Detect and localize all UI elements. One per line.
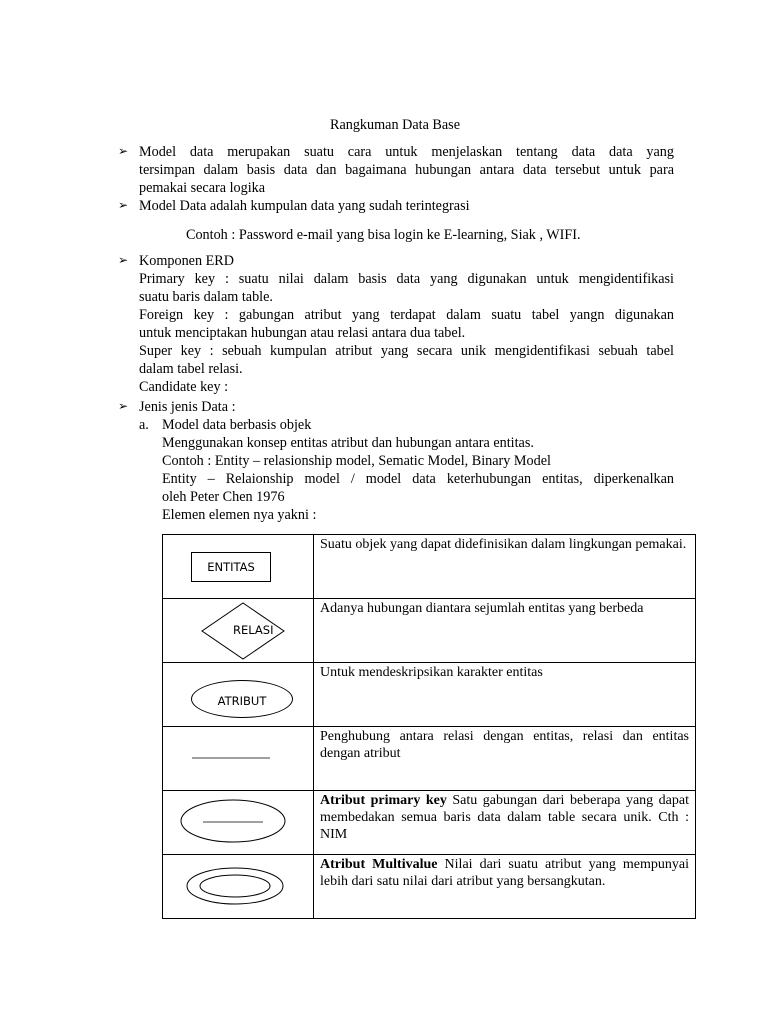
description-text: Satu gabungan dari beberapa yang dapat membedakan semua baris data dalam table secara unik. Cth : NIM bbox=[320, 793, 689, 842]
list-marker: a. bbox=[139, 417, 149, 433]
paragraph-line: Primary key : suatu nilai dalam basis data yang digunakan untuk mengidentifikasi bbox=[139, 271, 674, 287]
paragraph-line: Menggunakan konsep entitas atribut dan hubungan antara entitas. bbox=[162, 435, 534, 451]
paragraph-line: untuk menciptakan hubungan atau relasi antara dua tabel. bbox=[139, 325, 466, 341]
table-row bbox=[163, 535, 696, 599]
paragraph-line: Elemen elemen nya yakni : bbox=[162, 507, 317, 523]
table-row bbox=[163, 791, 696, 855]
relation-symbol-cell bbox=[163, 599, 314, 663]
paragraph-line: oleh Peter Chen 1976 bbox=[162, 489, 285, 505]
primary-key-oval-icon bbox=[163, 791, 313, 853]
description-text: Suatu objek yang dapat didefinisikan dalam lingkungan pemakai. bbox=[320, 537, 687, 552]
attribute-oval-icon bbox=[191, 680, 293, 718]
table-row bbox=[163, 663, 696, 727]
sub-heading: Model data berbasis objek bbox=[162, 417, 312, 433]
table-row bbox=[163, 599, 696, 663]
paragraph-line: Model Data adalah kumpulan data yang sudah terintegrasi bbox=[139, 198, 470, 214]
bullet-marker: ➢ bbox=[118, 253, 129, 267]
paragraph-line: tersimpan dalam basis data dan bagaimana hubungan antara data tersebut untuk para bbox=[139, 162, 674, 178]
description-cell bbox=[314, 855, 696, 919]
multivalue-double-oval-icon bbox=[163, 855, 313, 917]
paragraph-line: Entity – Relaionship model / model data keterhubungan entitas, diperkenalkan bbox=[162, 471, 674, 487]
description-text: Untuk mendeskripsikan karakter entitas bbox=[320, 665, 543, 680]
multivalue-symbol-cell bbox=[163, 855, 314, 919]
relation-label: RELASI bbox=[233, 623, 274, 637]
connector-line-icon bbox=[163, 727, 313, 789]
attribute-symbol-cell bbox=[163, 663, 314, 727]
erd-elements-table bbox=[162, 534, 696, 919]
attribute-label: ATRIBUT bbox=[217, 694, 267, 708]
bullet-marker: ➢ bbox=[118, 198, 129, 212]
paragraph-line: Model data merupakan suatu cara untuk menjelaskan tentang data data yang bbox=[139, 144, 674, 160]
description-cell bbox=[314, 599, 696, 663]
bullet-marker: ➢ bbox=[118, 399, 129, 413]
table-row bbox=[163, 855, 696, 919]
line-symbol-cell bbox=[163, 727, 314, 791]
paragraph-line: Candidate key : bbox=[139, 379, 229, 395]
description-cell bbox=[314, 727, 696, 791]
paragraph-line: dalam tabel relasi. bbox=[139, 361, 243, 377]
page-title: Rangkuman Data Base bbox=[329, 117, 460, 133]
description-cell bbox=[314, 535, 696, 599]
table-row bbox=[163, 727, 696, 791]
primary-key-symbol-cell bbox=[163, 791, 314, 855]
entity-label: ENTITAS bbox=[207, 560, 255, 574]
description-text: Nilai dari suatu atribut yang mempunyai lebih dari satu nilai dari atribut yang bersangkutan. bbox=[320, 857, 689, 889]
description-text: Adanya hubungan diantara sejumlah entitas yang berbeda bbox=[320, 601, 644, 616]
bullet-marker: ➢ bbox=[118, 144, 129, 158]
entity-rectangle-icon bbox=[191, 552, 271, 582]
entity-symbol-cell bbox=[163, 535, 314, 599]
section-heading: Komponen ERD bbox=[139, 253, 234, 269]
paragraph-line: Super key : sebuah kumpulan atribut yang secara unik mengidentifikasi sebuah tabel bbox=[139, 343, 674, 359]
example-text: Contoh : Password e-mail yang bisa login ke E-learning, Siak , WIFI. bbox=[186, 227, 581, 243]
section-heading: Jenis jenis Data : bbox=[139, 399, 236, 415]
paragraph-line: Contoh : Entity – relasionship model, Sematic Model, Binary Model bbox=[162, 453, 551, 469]
paragraph-line: pemakai secara logika bbox=[139, 180, 266, 196]
term-bold: Atribut Multivalue bbox=[320, 857, 438, 872]
term-bold: Atribut primary key bbox=[320, 793, 447, 808]
description-cell bbox=[314, 663, 696, 727]
description-text: Penghubung antara relasi dengan entitas, relasi dan entitas dengan atribut bbox=[320, 729, 689, 761]
description-cell bbox=[314, 791, 696, 855]
paragraph-line: suatu baris dalam table. bbox=[139, 289, 273, 305]
paragraph-line: Foreign key : gabungan atribut yang terdapat dalam suatu tabel yangn digunakan bbox=[139, 307, 674, 323]
